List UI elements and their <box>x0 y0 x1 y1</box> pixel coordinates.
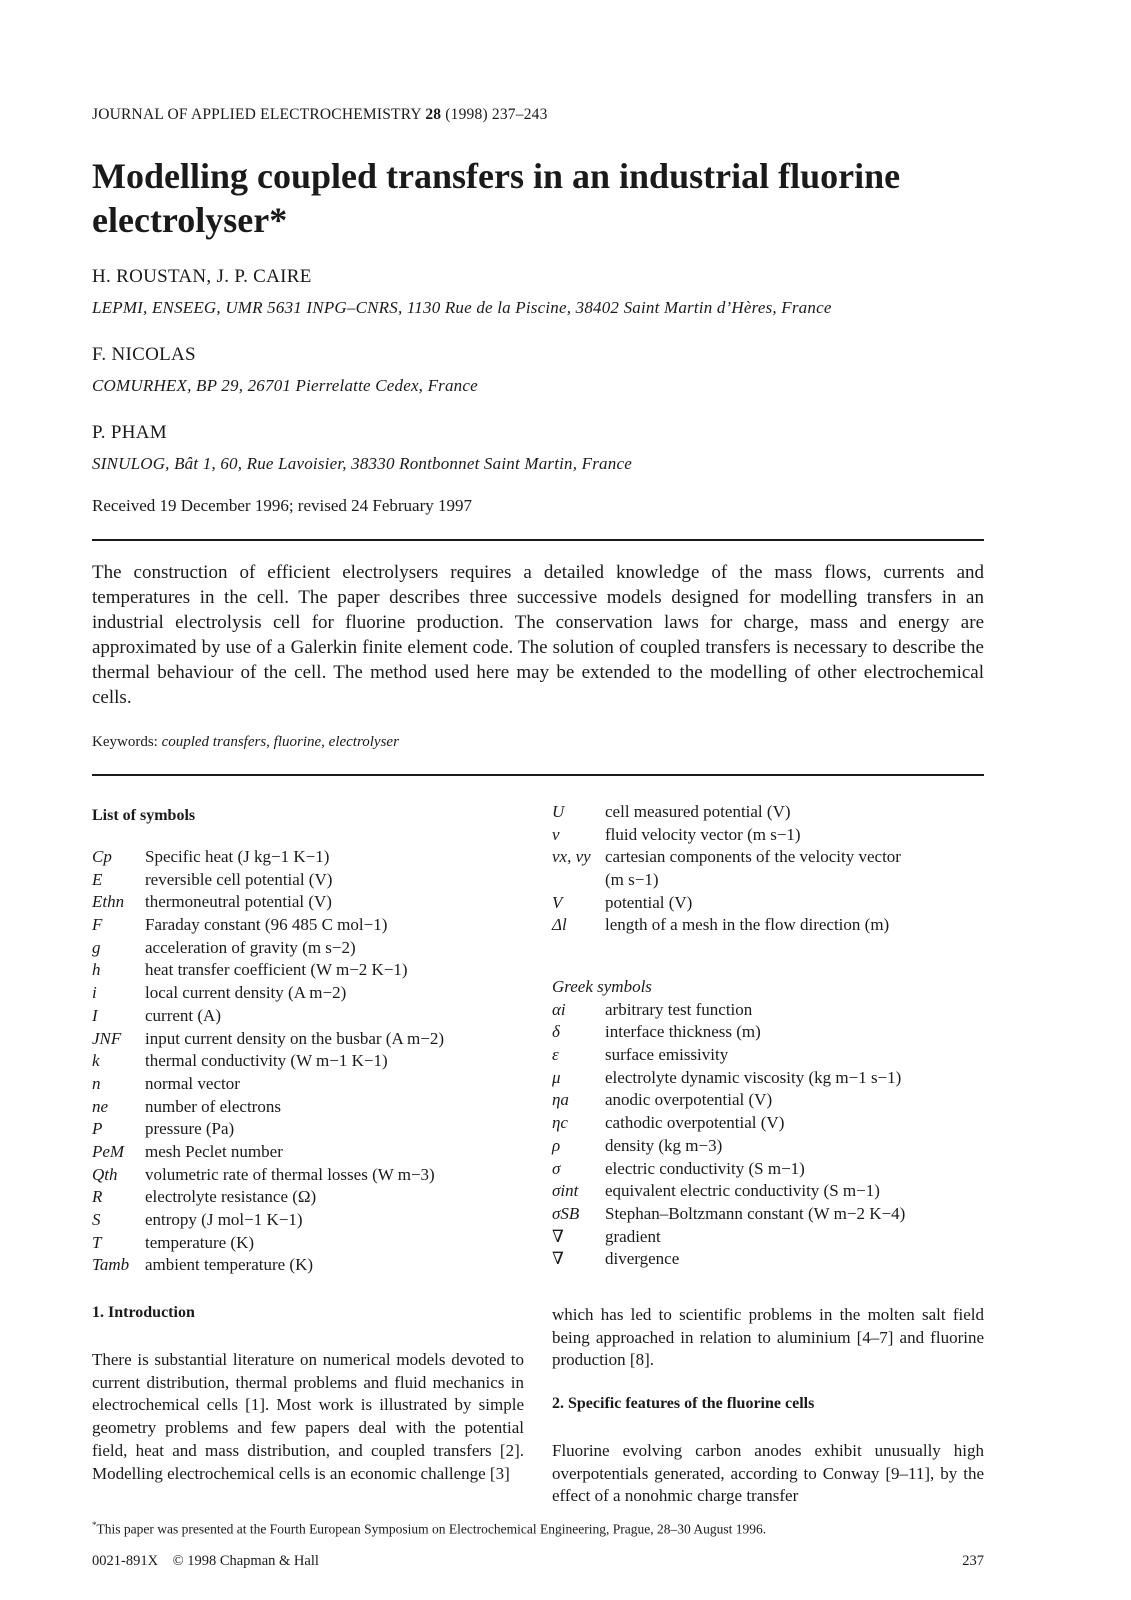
symbol-description: arbitrary test function <box>605 999 753 1019</box>
symbol: V <box>552 892 563 912</box>
symbol-row <box>92 914 532 937</box>
symbol-description: cartesian components of the velocity vector <box>605 847 901 867</box>
symbol: μ <box>552 1067 561 1087</box>
symbol-row <box>92 937 532 960</box>
symbol-description: potential (V) <box>605 892 693 912</box>
symbol: P <box>92 1119 103 1139</box>
symbols-list-right <box>552 801 984 937</box>
symbol: PeM <box>92 1141 125 1161</box>
introduction-text: There is substantial literature on numerical models devoted to current distribution, thermal problems and fluid mechanics in electrochemical cells [1]. Most work is illustrated by simple geometry problems and few papers deal with the potential field, heat and mass distribution, and coupled transfers [2]. Modelling electrochemical cells is an economic challenge [3] <box>92 1350 524 1483</box>
introduction-continued-text: which has led to scientific problems in the molten salt field being approached in relation to aluminium [4–7] and fluorine production [8]. <box>552 1305 984 1370</box>
symbol-row <box>92 1232 532 1255</box>
keywords: Keywords: coupled transfers, fluorine, electrolyser <box>92 734 399 750</box>
symbol-row <box>552 1203 984 1226</box>
symbols-heading: List of symbols <box>92 807 196 824</box>
symbol-description: length of a mesh in the flow direction (m) <box>605 915 890 935</box>
keywords-label: Keywords: <box>92 734 158 750</box>
symbols-list-left <box>92 846 532 1277</box>
footnote <box>92 1520 766 1538</box>
journal-name: JOURNAL OF APPLIED ELECTROCHEMISTRY <box>92 106 422 123</box>
symbol-row <box>552 1226 984 1249</box>
symbol-row <box>552 1021 984 1044</box>
symbol-row <box>552 1248 984 1271</box>
symbol: δ <box>552 1022 560 1042</box>
symbol-description: (m s−1) <box>605 870 659 890</box>
symbol: R <box>92 1187 103 1207</box>
journal-volume: 28 <box>425 106 442 123</box>
symbol-description: input current density on the busbar (A m−2) <box>145 1028 445 1048</box>
symbol-description: interface thickness (m) <box>605 1022 761 1042</box>
symbol: σ <box>552 1158 561 1178</box>
symbol: ε <box>552 1045 559 1065</box>
symbol: Tamb <box>92 1255 130 1275</box>
symbol-description: thermal conductivity (W m−1 K−1) <box>145 1051 388 1071</box>
abstract: The construction of efficient electrolysers requires a detailed knowledge of the mass flows, currents and temperatures in the cell. The paper describes three successive models designed for modelling transfers in an industrial electrolysis cell for fluorine production. The conservation laws for charge, mass and energy are approximated by use of a Galerkin finite element code. The solution of coupled transfers is necessary to describe the thermal behaviour of the cell. The method used here may be extended to the modelling of other electrochemical cells. <box>92 562 984 708</box>
symbol-description: acceleration of gravity (m s−2) <box>145 937 356 957</box>
paper-title: Modelling coupled transfers in an industrial fluorine electrolyser* <box>92 156 901 240</box>
symbol: ηa <box>552 1090 569 1110</box>
author-names: H. ROUSTAN, J. P. CAIRE <box>92 266 312 287</box>
symbol-description: cell measured potential (V) <box>605 802 791 821</box>
symbol-row <box>552 999 984 1022</box>
symbol: U <box>552 802 565 821</box>
symbol: JNF <box>92 1028 122 1048</box>
symbol: Cp <box>92 847 112 866</box>
symbol: σSB <box>552 1203 580 1223</box>
issn: 0021-891X <box>92 1553 159 1569</box>
symbol-description: divergence <box>605 1249 680 1269</box>
divider <box>92 774 984 776</box>
symbol-row <box>552 824 984 847</box>
symbol: αi <box>552 999 566 1019</box>
symbol-row <box>552 1044 984 1067</box>
symbol-row <box>92 1005 532 1028</box>
symbol: i <box>92 983 97 1003</box>
symbol-row <box>92 846 532 869</box>
symbol: Δl <box>552 915 567 935</box>
symbol-description: entropy (J mol−1 K−1) <box>145 1210 303 1229</box>
symbol: S <box>92 1210 101 1229</box>
section2-text: Fluorine evolving carbon anodes exhibit unusually high overpotentials generated, according to Conway [9–11], by the effect of a nonohmic charge transfer <box>552 1441 984 1506</box>
symbol-row <box>552 1135 984 1158</box>
divider <box>92 539 984 541</box>
section-heading-introduction: 1. Introduction <box>92 1304 195 1321</box>
symbol-row <box>92 869 532 892</box>
symbol-row <box>92 982 532 1005</box>
symbol-description: heat transfer coefficient (W m−2 K−1) <box>145 960 408 980</box>
symbol-row <box>92 1164 532 1187</box>
footnote-text: This paper was presented at the Fourth European Symposium on Electrochemical Engineering, Prague, 28–30 August 1996. <box>96 1521 767 1537</box>
symbol-row <box>552 1158 984 1181</box>
symbol: ∇ <box>552 1249 564 1269</box>
symbol: g <box>92 937 101 957</box>
symbol-description: reversible cell potential (V) <box>145 869 333 889</box>
symbol: F <box>92 915 103 935</box>
greek-symbols-heading: Greek symbols <box>552 977 652 996</box>
symbol-description: gradient <box>605 1226 661 1246</box>
symbol-description: number of electrons <box>145 1096 281 1116</box>
symbol: ∇ <box>552 1226 564 1246</box>
author-names: P. PHAM <box>92 422 167 443</box>
greek-symbols-list <box>552 976 984 1271</box>
symbol-row <box>552 1089 984 1112</box>
symbol-description: electric conductivity (S m−1) <box>605 1158 805 1178</box>
symbol: k <box>92 1051 100 1071</box>
symbol-row <box>92 1028 532 1051</box>
symbol-row <box>92 959 532 982</box>
symbol-description: thermoneutral potential (V) <box>145 892 332 912</box>
symbol-description: anodic overpotential (V) <box>605 1090 773 1110</box>
symbol-row <box>92 1050 532 1073</box>
footnote-mark: * <box>92 1520 97 1530</box>
author-names: F. NICOLAS <box>92 344 196 365</box>
symbol-row <box>92 1118 532 1141</box>
author-affiliation: LEPMI, ENSEEG, UMR 5631 INPG–CNRS, 1130 Rue de la Piscine, 38402 Saint Martin d’Hères, France <box>92 298 832 317</box>
symbol: v <box>552 824 560 844</box>
symbol-description: density (kg m−3) <box>605 1135 723 1155</box>
symbol-description: Specific heat (J kg−1 K−1) <box>145 847 330 866</box>
symbol-row <box>92 1186 532 1209</box>
symbol-row <box>552 1180 984 1203</box>
footer-issn <box>92 1553 319 1570</box>
symbol-description: surface emissivity <box>605 1045 729 1065</box>
journal-header <box>92 106 548 124</box>
symbol: h <box>92 960 101 980</box>
symbol-description: current (A) <box>145 1005 221 1025</box>
symbol <box>552 869 605 892</box>
section-heading-specific-features: 2. Specific features of the fluorine cells <box>552 1395 815 1412</box>
symbol-row <box>92 1096 532 1119</box>
symbol: ne <box>92 1096 109 1116</box>
symbol-description: ambient temperature (K) <box>145 1255 314 1275</box>
symbol-description: cathodic overpotential (V) <box>605 1113 785 1133</box>
keyword: fluorine <box>273 734 322 750</box>
symbol-row <box>552 1067 984 1090</box>
symbol-row <box>92 891 532 914</box>
received-dates: Received 19 December 1996; revised 24 February 1997 <box>92 496 473 515</box>
symbol: ρ <box>552 1135 561 1155</box>
symbol: n <box>92 1073 101 1093</box>
symbol-row <box>552 846 984 869</box>
keyword: coupled transfers <box>161 734 267 750</box>
symbol: vx, vy <box>552 847 591 867</box>
journal-year-pages: (1998) 237–243 <box>445 106 548 123</box>
author-affiliation: COMURHEX, BP 29, 26701 Pierrelatte Cedex, France <box>92 376 478 395</box>
copyright: © 1998 Chapman & Hall <box>172 1553 319 1569</box>
symbol-row <box>552 914 984 937</box>
symbol-description: electrolyte dynamic viscosity (kg m−1 s−1) <box>605 1067 902 1087</box>
greek-symbols-rows <box>552 999 984 1271</box>
page-number: 237 <box>962 1553 984 1569</box>
symbol-description: pressure (Pa) <box>145 1119 235 1139</box>
symbol: E <box>92 869 103 889</box>
symbol: I <box>92 1005 98 1025</box>
symbol-description: normal vector <box>145 1073 240 1093</box>
symbol-row <box>92 1209 532 1232</box>
symbol: ηc <box>552 1113 568 1133</box>
symbol-description: electrolyte resistance (Ω) <box>145 1187 317 1207</box>
symbol-description: Faraday constant (96 485 C mol−1) <box>145 915 388 935</box>
author-affiliation: SINULOG, Bât 1, 60, Rue Lavoisier, 38330 Rontbonnet Saint Martin, France <box>92 454 632 473</box>
symbol-row <box>552 801 984 824</box>
keyword: electrolyser <box>328 734 399 750</box>
symbol-row <box>552 892 984 915</box>
symbol: σint <box>552 1181 579 1201</box>
symbol-description: local current density (A m−2) <box>145 983 347 1003</box>
symbol-description: temperature (K) <box>145 1232 255 1252</box>
symbol: T <box>92 1232 102 1252</box>
symbol-row <box>552 1112 984 1135</box>
symbol-description: Stephan–Boltzmann constant (W m−2 K−4) <box>605 1203 906 1223</box>
symbol-row <box>552 869 984 892</box>
symbol-row <box>92 1073 532 1096</box>
symbol: Ethn <box>92 892 125 912</box>
symbol-description: fluid velocity vector (m s−1) <box>605 824 801 844</box>
symbol: Qth <box>92 1164 118 1184</box>
symbol-description: equivalent electric conductivity (S m−1) <box>605 1181 880 1201</box>
symbol-description: mesh Peclet number <box>145 1141 283 1161</box>
symbol-row <box>92 1141 532 1164</box>
symbol-description: volumetric rate of thermal losses (W m−3) <box>145 1164 435 1184</box>
symbol-row <box>92 1254 532 1277</box>
